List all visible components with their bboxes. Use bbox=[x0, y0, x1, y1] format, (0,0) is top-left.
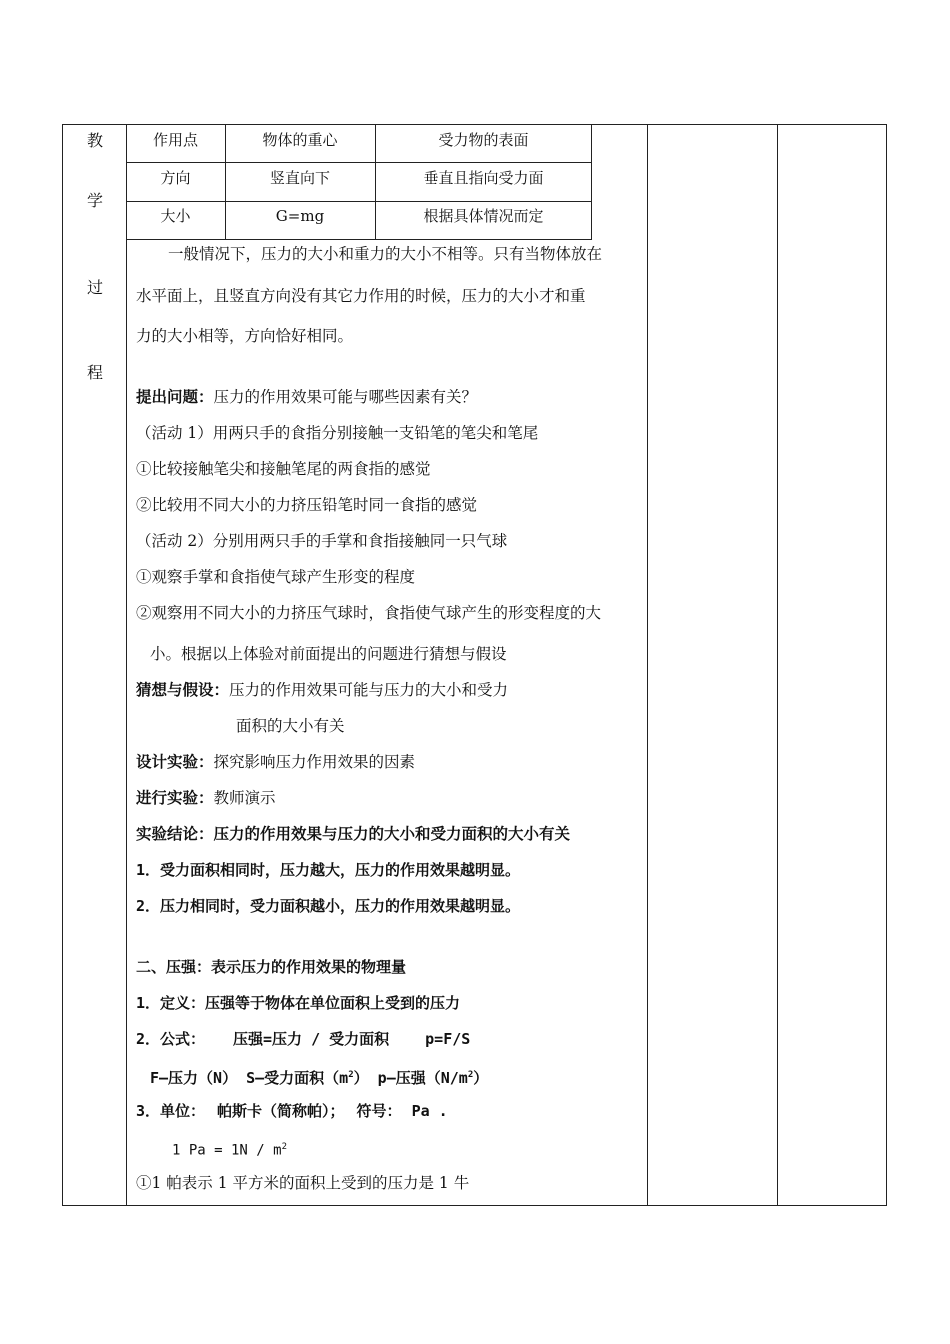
activity2-item: ①观察手掌和食指使气球产生形变的程度 bbox=[136, 568, 416, 586]
superscript: 2 bbox=[348, 1070, 354, 1080]
hypothesis-line bbox=[136, 680, 508, 700]
formula-label: 2．公式： bbox=[136, 1030, 206, 1048]
activity2-item: ②观察用不同大小的力挤压气球时，食指使气球产生的形变程度的大 bbox=[136, 604, 602, 622]
design-text: 探究影响压力作用效果的因素 bbox=[213, 753, 416, 771]
formula-symbols: p=F/S bbox=[425, 1030, 471, 1048]
activity2-title: （活动 2）分别用两只手的手掌和食指接触同一只气球 bbox=[136, 532, 508, 550]
hypothesis-text: 压力的作用效果可能与压力的大小和受力 bbox=[229, 681, 509, 699]
activity2-item-continued: 小。根据以上体验对前面提出的问题进行猜想与假设 bbox=[150, 645, 507, 663]
table-cell-label: 作用点 bbox=[152, 131, 198, 149]
table-cell-gravity: 物体的重心 bbox=[262, 131, 338, 149]
question-label: 提出问题： bbox=[136, 387, 214, 406]
unit-label: 3．单位： bbox=[136, 1102, 206, 1120]
conclusion-title: 实验结论：压力的作用效果与压力的大小和受力面积的大小有关 bbox=[136, 824, 571, 843]
side-label-char: 程 bbox=[86, 363, 103, 382]
side-label-char: 过 bbox=[86, 278, 103, 297]
unit-equation-text: 1 Pa = 1N / m bbox=[172, 1142, 282, 1159]
conduct-text: 教师演示 bbox=[213, 789, 276, 807]
activity1-title: （活动 1）用两只手的食指分别接触一支铅笔的笔尖和笔尾 bbox=[136, 424, 539, 442]
design-label: 设计实验： bbox=[136, 752, 214, 771]
unit-line bbox=[136, 1101, 448, 1121]
column-divider-3 bbox=[777, 124, 778, 1206]
design-line bbox=[136, 752, 415, 772]
hypothesis-line-2: 面积的大小有关 bbox=[236, 717, 345, 735]
question-line bbox=[136, 387, 477, 407]
side-label-char: 教 bbox=[86, 131, 103, 150]
side-label-char: 学 bbox=[86, 191, 103, 210]
paragraph-line: 水平面上，且竖直方向没有其它力作用的时候，压力的大小才和重 bbox=[136, 287, 586, 305]
activity1-item: ①比较接触笔尖和接触笔尾的两食指的感觉 bbox=[136, 460, 431, 478]
unit-text: 帕斯卡（简称帕）； bbox=[217, 1102, 345, 1120]
conduct-label: 进行实验： bbox=[136, 788, 214, 807]
question-text: 压力的作用效果可能与哪些因素有关？ bbox=[213, 388, 478, 406]
formula-words: 压强=压力 / 受力面积 bbox=[233, 1030, 390, 1048]
table-cell-label: 方向 bbox=[160, 169, 191, 187]
table-cell-label: 大小 bbox=[160, 207, 191, 225]
table-cell-gravity: G=mg bbox=[275, 207, 325, 225]
activity1-item: ②比较用不同大小的力挤压铅笔时同一食指的感觉 bbox=[136, 496, 478, 514]
symbols-text: F—压力（N） S—受力面积（m bbox=[150, 1069, 349, 1087]
meaning-line: ①1 帕表示 1 平方米的面积上受到的压力是 1 牛 bbox=[136, 1174, 470, 1192]
table-cell-pressure: 根据具体情况而定 bbox=[423, 207, 544, 225]
column-divider-1 bbox=[126, 124, 127, 1206]
symbols-line bbox=[150, 1065, 488, 1088]
table-cell-gravity: 竖直向下 bbox=[269, 169, 330, 187]
paragraph-line: 一般情况下，压力的大小和重力的大小不相等。只有当物体放在 bbox=[168, 245, 603, 263]
column-divider-2 bbox=[647, 124, 648, 1206]
superscript: 2 bbox=[281, 1142, 287, 1152]
conduct-line bbox=[136, 788, 276, 808]
symbol-value: Pa . bbox=[411, 1102, 448, 1120]
hypothesis-label: 猜想与假设： bbox=[136, 680, 230, 699]
section2-title: 二、压强：表示压力的作用效果的物理量 bbox=[136, 958, 407, 976]
table-cell-pressure: 垂直且指向受力面 bbox=[423, 169, 544, 187]
symbols-text: ） p—压强（N/m bbox=[353, 1069, 468, 1087]
superscript: 2 bbox=[467, 1070, 474, 1080]
unit-equation bbox=[172, 1137, 287, 1161]
conclusion-item: 1．受力面积相同时，压力越大，压力的作用效果越明显。 bbox=[136, 861, 521, 879]
symbols-text: ） bbox=[473, 1069, 489, 1087]
paragraph-line: 力的大小相等，方向恰好相同。 bbox=[136, 327, 354, 345]
symbol-label: 符号： bbox=[356, 1102, 402, 1120]
conclusion-item: 2．压力相同时，受力面积越小，压力的作用效果越明显。 bbox=[136, 897, 521, 915]
definition-line: 1．定义：压强等于物体在单位面积上受到的压力 bbox=[136, 994, 461, 1012]
table-cell-pressure: 受力物的表面 bbox=[438, 131, 529, 149]
formula-line bbox=[136, 1029, 470, 1049]
